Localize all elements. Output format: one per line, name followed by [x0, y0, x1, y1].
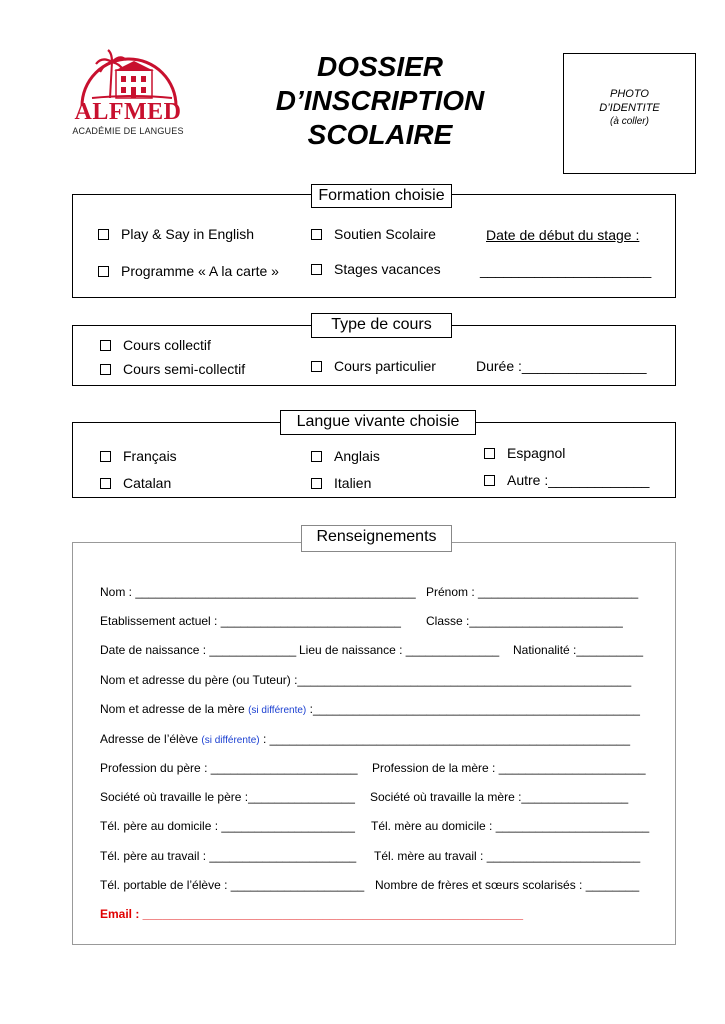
checkbox[interactable] [100, 451, 111, 462]
eleve-adresse-label: Adresse de l’élève [100, 732, 199, 746]
lieu-naissance-field[interactable]: Lieu de naissance : ______________ [299, 643, 500, 657]
pere-adresse-field[interactable]: Nom et adresse du père (ou Tuteur) :__________________________________________________ [100, 673, 632, 687]
option-semi-collectif[interactable] [100, 361, 245, 377]
title-line-3: SCOLAIRE [307, 119, 453, 150]
societe-pere-field[interactable]: Société où travaille le père :________________ [100, 790, 355, 804]
checkbox[interactable] [100, 478, 111, 489]
mere-adresse-label: Nom et adresse de la mère [100, 702, 245, 716]
tel-mere-domicile-field[interactable]: Tél. mère au domicile : _______________________ [371, 819, 650, 833]
email-field[interactable]: Email : _________________________________________________________ [100, 907, 524, 921]
checkbox[interactable] [484, 475, 495, 486]
duree-field[interactable]: Durée :________________ [476, 358, 647, 374]
option-stages[interactable] [311, 261, 441, 277]
option-label: Catalan [123, 475, 172, 491]
option-label: Play & Say in English [121, 226, 255, 242]
tel-mere-travail-field[interactable]: Tél. mère au travail : _______________________ [374, 849, 641, 863]
option-catalan[interactable] [100, 475, 171, 491]
checkbox[interactable] [98, 229, 109, 240]
checkbox[interactable] [311, 264, 322, 275]
option-label: Espagnol [507, 445, 566, 461]
mere-line: :_________________________________________________ [309, 702, 640, 716]
eleve-adresse-field[interactable] [100, 732, 650, 748]
option-label: Programme « A la carte » [121, 263, 279, 279]
option-label: Autre :_____________ [507, 472, 650, 488]
mere-note: (si différente) [248, 705, 307, 716]
option-label: Cours particulier [334, 358, 436, 374]
formation-legend: Formation choisie [311, 184, 452, 208]
formation-section [72, 194, 676, 298]
photo-label-1: PHOTO [610, 88, 649, 100]
option-particulier[interactable] [311, 358, 436, 374]
option-label: Cours semi-collectif [123, 361, 246, 377]
societe-mere-field[interactable]: Société où travaille la mère :________________ [370, 790, 629, 804]
classe-field[interactable]: Classe :_______________________ [426, 614, 623, 628]
option-label: Anglais [334, 448, 380, 464]
type-cours-legend: Type de cours [311, 313, 452, 338]
mere-adresse-field[interactable] [100, 702, 650, 718]
option-collectif[interactable] [100, 337, 211, 353]
title-line-2: D’INSCRIPTION [275, 85, 485, 116]
option-label: Italien [334, 475, 372, 491]
renseignements-legend: Renseignements [301, 525, 452, 552]
tel-pere-travail-field[interactable]: Tél. père au travail : ______________________ [100, 849, 357, 863]
langue-legend: Langue vivante choisie [280, 410, 476, 435]
option-label: Cours collectif [123, 337, 211, 353]
checkbox[interactable] [100, 364, 111, 375]
photo-label-2: D’IDENTITE [599, 102, 660, 114]
page-title [248, 50, 512, 152]
nom-field[interactable]: Nom : __________________________________________ [100, 585, 416, 599]
option-play-say[interactable] [98, 226, 254, 242]
checkbox[interactable] [484, 448, 495, 459]
logo-subtitle: ACADÉMIE DE LANGUES [72, 126, 184, 136]
option-label: Français [123, 448, 177, 464]
tel-pere-domicile-field[interactable]: Tél. père au domicile : ____________________ [100, 819, 355, 833]
tel-eleve-field[interactable]: Tél. portable de l’élève : ____________________ [100, 878, 365, 892]
photo-label-3: (à coller) [610, 116, 649, 127]
checkbox[interactable] [311, 478, 322, 489]
checkbox[interactable] [100, 340, 111, 351]
option-label: Stages vacances [334, 261, 441, 277]
programme-option[interactable] [98, 263, 279, 279]
prenom-field[interactable]: Prénom : ________________________ [426, 585, 639, 599]
logo-name: ALFMED [74, 99, 182, 125]
option-francais[interactable] [100, 448, 177, 464]
title-line-1: DOSSIER [316, 51, 444, 82]
date-debut-field[interactable]: ______________________ [480, 262, 652, 278]
option-anglais[interactable] [311, 448, 380, 464]
option-soutien[interactable] [311, 226, 436, 242]
eleve-line: : ______________________________________________________ [262, 732, 630, 746]
checkbox[interactable] [311, 451, 322, 462]
checkbox[interactable] [311, 229, 322, 240]
option-italien[interactable] [311, 475, 371, 491]
checkbox[interactable] [311, 361, 322, 372]
date-debut-label: Date de début du stage : [486, 227, 640, 243]
profession-mere-field[interactable]: Profession de la mère : ______________________ [372, 761, 646, 775]
etablissement-field[interactable]: Etablissement actuel : ___________________________ [100, 614, 401, 628]
nationalite-field[interactable]: Nationalité :__________ [513, 643, 644, 657]
option-label: Soutien Scolaire [334, 226, 436, 242]
eleve-note: (si différente) [201, 735, 260, 746]
photo-box [563, 53, 696, 174]
naissance-field[interactable]: Date de naissance : _____________ [100, 643, 297, 657]
option-espagnol[interactable] [484, 445, 565, 461]
freres-soeurs-field[interactable]: Nombre de frères et sœurs scolarisés : ________ [375, 878, 640, 892]
profession-pere-field[interactable]: Profession du père : ______________________ [100, 761, 358, 775]
option-autre[interactable] [484, 472, 649, 488]
checkbox[interactable] [98, 266, 109, 277]
